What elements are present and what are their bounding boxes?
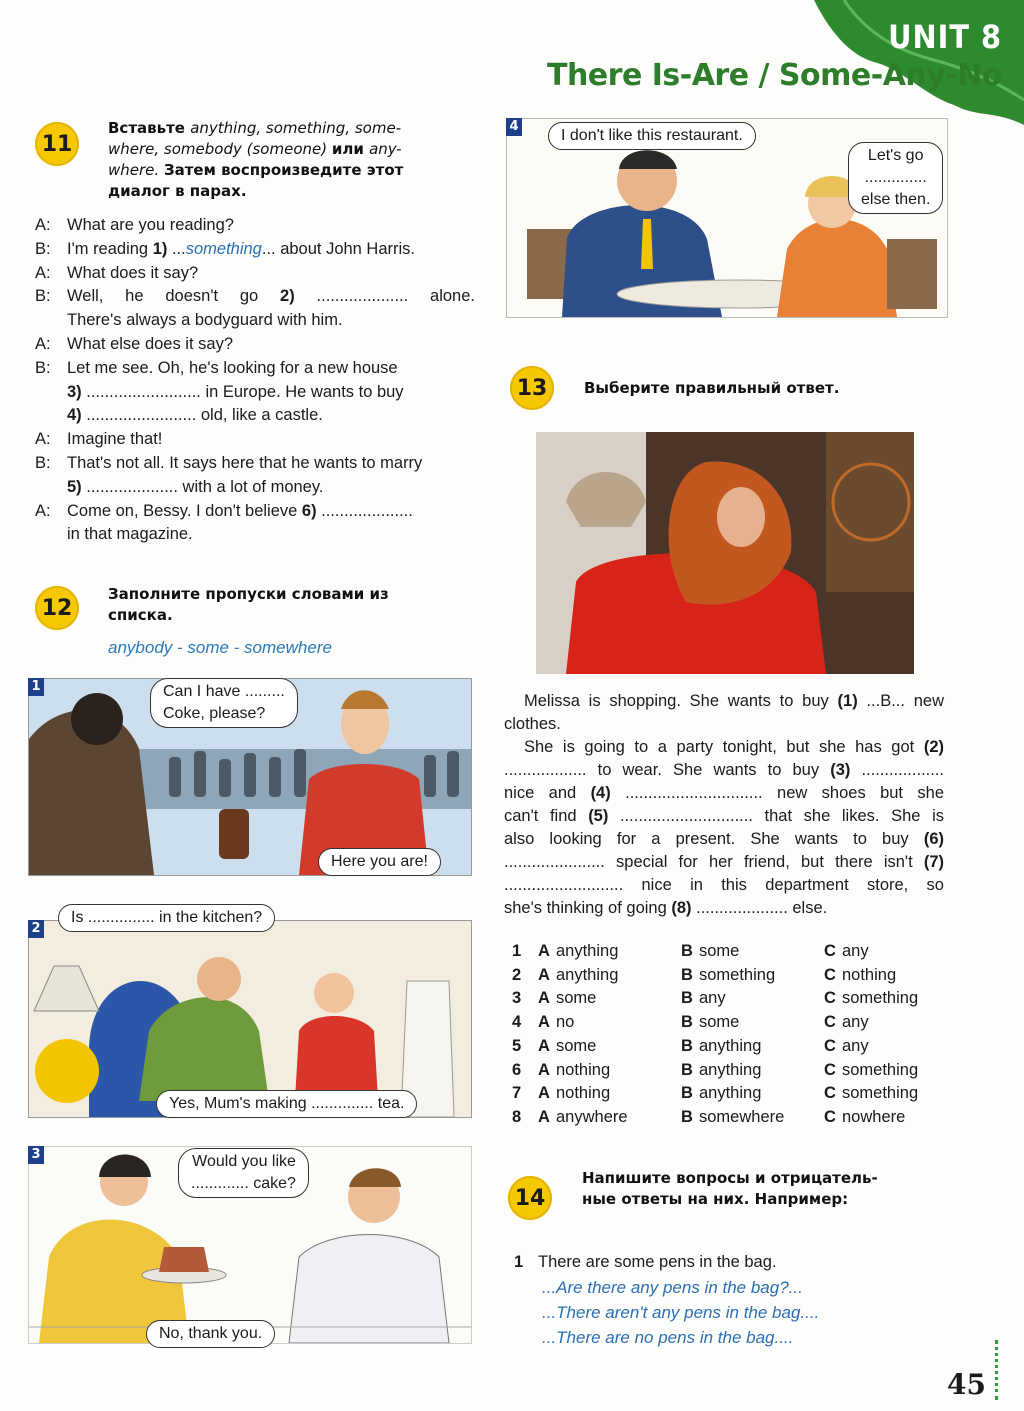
exercise-14-example: 1 There are some pens in the bag. ...Are there any pens in the bag?... ...There aren't any pens in the bag.... ...There are no pens in the bag....: [514, 1250, 819, 1350]
exercise-14-number: 14: [508, 1176, 552, 1220]
paragraph: Melissa is shopping. She wants to buy (1) ...B... new clothes.: [504, 692, 944, 733]
option-number: 6: [512, 1060, 522, 1079]
option-letter: A: [538, 942, 550, 960]
panel-4-number: 4: [506, 118, 522, 136]
shopping-photo: [536, 432, 914, 674]
option-letter: B: [681, 1107, 693, 1126]
option-letter: C: [824, 1013, 836, 1032]
kitchen-illustration: [29, 921, 471, 1117]
dialogue-line: 3) ......................... in Europe. He wants to buy: [67, 382, 404, 401]
option-letter: C: [824, 965, 836, 984]
option-number: 7: [512, 1084, 522, 1103]
option-row: [512, 1035, 967, 1059]
option-letter: C: [824, 1084, 836, 1103]
option-letter: A: [538, 1060, 550, 1079]
option-word: any: [699, 989, 726, 1008]
option-row: [512, 940, 967, 964]
text-line: nice and (4) .............................. new shoes but she: [504, 784, 944, 802]
text-line: she's thinking of going (8) .................... else.: [504, 899, 828, 917]
option-word: anything: [556, 942, 619, 960]
option-word: nowhere: [842, 1107, 906, 1126]
option-letter: A: [538, 1036, 550, 1055]
option-number: 8: [512, 1107, 522, 1126]
option-word: nothing: [556, 1084, 611, 1103]
example-answer: something: [185, 239, 262, 258]
unit-title: There Is-Are / Some-Any-No: [546, 58, 1002, 93]
example-answer: ...Are there any pens in the bag?...: [542, 1278, 803, 1297]
option-number: 5: [512, 1036, 522, 1055]
dialogue-line: A: What else does it say?: [35, 334, 233, 353]
option-letter: C: [824, 1036, 836, 1055]
option-letter: C: [824, 1060, 836, 1079]
exercise-11-instruction: Вставьте anything, something, some- where, somebody (someone) или any- where. Затем воспроизведите этот диалог в парах.: [108, 119, 404, 200]
option-number: 1: [512, 942, 522, 960]
option-letter: A: [538, 1084, 550, 1103]
option-row: [512, 1059, 967, 1083]
option-word: nothing: [842, 965, 897, 984]
exercise-11-number: 11: [35, 122, 79, 166]
unit-label: UNIT 8: [888, 18, 1002, 56]
dialogue-line: A: What does it say?: [35, 263, 199, 282]
option-row: [512, 1082, 967, 1106]
option-word: something: [699, 965, 776, 984]
option-number: 4: [512, 1013, 522, 1032]
option-word: any: [842, 942, 869, 960]
dialogue-line: in that magazine.: [67, 525, 193, 544]
panel-1-number: 1: [28, 678, 44, 696]
option-word: any: [842, 1036, 869, 1055]
option-word: anything: [699, 1084, 762, 1103]
exercise-12-instruction: Заполните пропуски словами из списка.: [108, 585, 389, 624]
dialogue-line: A: Come on, Bessy. I don't believe 6) ....................: [35, 501, 413, 520]
text-line: She is going to a party tonight, but she has got (2): [524, 738, 944, 756]
option-word: some: [556, 989, 597, 1008]
option-number: 3: [512, 989, 522, 1008]
option-word: anywhere: [556, 1107, 628, 1126]
option-row: [512, 964, 967, 988]
speech-bubble: No, thank you.: [146, 1320, 275, 1348]
dialogue-line: There's always a bodyguard with him.: [67, 311, 343, 330]
option-word: any: [842, 1013, 869, 1032]
example-answer: ...There are no pens in the bag....: [542, 1328, 794, 1347]
text-line: .......................... nice in this department store, so: [504, 876, 944, 894]
dialogue-line: B: Let me see. Oh, he's looking for a new house: [35, 358, 398, 377]
option-letter: B: [681, 1084, 693, 1103]
option-row: [512, 1106, 967, 1130]
dialogue-line: A: Imagine that!: [35, 430, 163, 449]
option-row: [512, 1011, 967, 1035]
option-word: some: [699, 1013, 740, 1032]
exercise-13-instruction: Выберите правильный ответ.: [584, 379, 840, 397]
option-word: anything: [699, 1036, 762, 1055]
dialogue-line: A: What are you reading?: [35, 216, 234, 234]
option-word: some: [699, 942, 740, 960]
option-word: somewhere: [699, 1107, 785, 1126]
word-list: anybody - some - somewhere: [108, 638, 332, 657]
option-letter: B: [681, 1036, 693, 1055]
option-word: something: [842, 1060, 919, 1079]
option-word: anything: [699, 1060, 762, 1079]
option-word: no: [556, 1013, 575, 1032]
speech-bubble: Here you are!: [318, 848, 441, 876]
option-word: nothing: [556, 1060, 611, 1079]
option-letter: B: [681, 965, 693, 984]
exercise-13-text: [504, 690, 944, 920]
panel-3-number: 3: [28, 1146, 44, 1164]
exercise-11-dialogue: [35, 214, 475, 547]
option-letter: B: [681, 942, 693, 960]
option-letter: B: [681, 1013, 693, 1032]
option-letter: A: [538, 1107, 550, 1126]
page-dots-decoration: [995, 1340, 1002, 1400]
page-number: 45: [947, 1368, 986, 1401]
text-line: .................. to wear. She wants to buy (3) ..................: [504, 761, 944, 779]
dialogue-line: 4) ........................ old, like a castle.: [67, 406, 323, 425]
option-letter: B: [681, 989, 693, 1008]
option-word: something: [842, 989, 919, 1008]
text-line: ...................... special for her friend, but there isn't (7): [504, 853, 944, 871]
option-letter: A: [538, 1013, 550, 1032]
speech-bubble: Is ............... in the kitchen?: [58, 904, 275, 932]
photo-woman-red-sweater: [536, 432, 914, 674]
option-number: 2: [512, 965, 522, 984]
option-letter: C: [824, 989, 836, 1008]
option-row: [512, 987, 967, 1011]
picture-panel-kitchen: [28, 920, 472, 1118]
speech-bubble: Let's go .............. else then.: [848, 142, 943, 214]
dialogue-line: B: I'm reading 1) ...something... about John Harris.: [35, 239, 416, 258]
exercise-13-number: 13: [510, 366, 554, 410]
option-letter: B: [681, 1060, 693, 1079]
option-letter: A: [538, 965, 550, 984]
dialogue-line: 5) .................... with a lot of money.: [67, 477, 324, 496]
option-word: anything: [556, 965, 619, 984]
exercise-12-number: 12: [35, 586, 79, 630]
panel-2-number: 2: [28, 920, 44, 938]
example-answer: ...There aren't any pens in the bag....: [542, 1303, 820, 1322]
speech-bubble: Would you like ............. cake?: [178, 1148, 309, 1198]
option-letter: C: [824, 942, 836, 960]
dialogue-line: B: That's not all. It says here that he wants to marry: [35, 453, 423, 472]
option-letter: C: [824, 1107, 836, 1126]
option-word: some: [556, 1036, 597, 1055]
text-line: can't find (5) ............................. that she likes. She is: [504, 807, 944, 825]
exercise-14-instruction: Напишите вопросы и отрицатель- ные ответы на них. Например:: [582, 1169, 878, 1208]
speech-bubble: Yes, Mum's making .............. tea.: [156, 1090, 417, 1118]
text-line: also looking for a present. She wants to buy (6): [504, 830, 944, 848]
answer-options: [512, 940, 967, 1130]
speech-bubble: I don't like this restaurant.: [548, 122, 756, 150]
option-letter: A: [538, 989, 550, 1008]
speech-bubble: Can I have ......... Coke, please?: [150, 678, 298, 728]
dialogue-line: B: Well, he doesn't go 2) .................... alone.: [35, 287, 475, 306]
option-word: something: [842, 1084, 919, 1103]
